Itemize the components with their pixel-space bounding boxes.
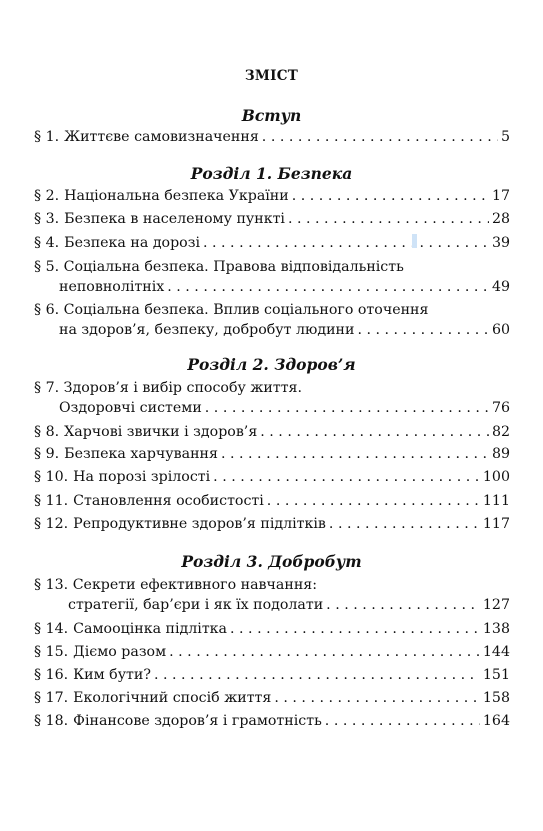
entry-number: § 8. [34,424,60,440]
entry-number: § 12. [34,516,69,532]
entry-title: Життєве самовизначення [64,129,259,145]
entry-number: § 1. [34,129,60,145]
entry-number: § 7. [34,380,60,396]
entry-title: Екологічний спосіб життя [73,690,272,706]
toc-entry[interactable] [34,444,510,464]
entry-number: § 15. [34,644,69,660]
entry-page: 158 [482,690,510,706]
dot-leader [203,233,489,253]
toc-entry[interactable] [34,711,510,731]
dot-leader [169,642,480,662]
toc-entry[interactable] [34,186,510,206]
entry-page: 117 [482,516,510,532]
entry-page: 28 [491,211,510,227]
entry-number: § 18. [34,713,69,729]
entry-number: § 3. [34,211,60,227]
entry-title: Становлення особистості [73,493,264,509]
dot-leader [167,277,489,297]
dot-leader [221,444,489,464]
entry-page: 127 [482,597,510,613]
entry-title: Самооцінка підлітка [73,621,228,637]
dot-leader [267,491,480,511]
entry-number: § 2. [34,188,60,204]
entry-title [34,300,510,320]
toc-entry[interactable] [34,257,510,297]
entry-number: § 10. [34,469,69,485]
dot-leader [213,467,480,487]
toc-entry[interactable] [34,233,510,253]
entry-title: Діємо разом [73,644,167,660]
entry-page: 100 [482,469,510,485]
entry-title-line1: Соціальна безпека. Правова відповідальність [63,259,404,275]
entry-page: 76 [491,400,510,416]
section-heading-wellbeing: Розділ 3. Добробут [181,552,362,571]
entry-title: Безпека в населеному пункті [64,211,285,227]
entry-title [34,378,510,398]
entry-title-line2: Оздоровчі системи [59,400,202,416]
entry-number: § 4. [34,235,60,251]
entry-number: § 14. [34,621,69,637]
entry-title-line2: на здоров’я, безпеку, добробут людини [59,322,355,338]
toc-entry[interactable] [34,300,510,340]
page-title: ЗМІСТ [244,68,299,84]
dot-leader [329,514,480,534]
toc-entry[interactable] [34,422,510,442]
entry-title [34,575,510,595]
entry-title: Харчові звички і здоров’я [64,424,258,440]
toc-entry[interactable] [34,127,510,147]
entry-page: 49 [491,279,510,295]
entry-number: § 17. [34,690,69,706]
entry-page: 111 [482,493,510,509]
entry-title: Національна безпека України [64,188,289,204]
entry-title-line1: Секрети ефективного навчання: [72,577,318,593]
entry-title-line1: Здоров’я і вибір способу життя. [63,380,303,396]
entry-page: 151 [482,667,510,683]
entry-page: 144 [482,644,510,660]
entry-title: Фінансове здоров’я і грамотність [73,713,322,729]
selection-marker [412,234,417,248]
entry-page: 17 [491,188,510,204]
dot-leader [260,422,489,442]
entry-page: 89 [491,446,510,462]
entry-title: Безпека на дорозі [64,235,200,251]
dot-leader [288,209,489,229]
entry-title-line1: Соціальна безпека. Вплив соціального оточення [63,302,429,318]
section-heading-health: Розділ 2. Здоров’я [187,355,356,374]
section-heading-safety: Розділ 1. Безпека [190,164,353,183]
entry-number: § 16. [34,667,69,683]
dot-leader [292,186,489,206]
dot-leader [205,398,489,418]
entry-title: Репродуктивне здоров’я підлітків [73,516,326,532]
entry-title-line2: стратегії, бар’єри і як їх подолати [68,597,324,613]
entry-title: Ким бути? [73,667,151,683]
toc-entry[interactable] [34,619,510,639]
entry-page: 5 [500,129,510,145]
toc-entry[interactable] [34,642,510,662]
toc-entry[interactable] [34,688,510,708]
entry-title [34,257,510,277]
entry-number: § 6. [34,302,60,318]
dot-leader [230,619,480,639]
entry-title: На порозі зрілості [73,469,211,485]
toc-entry[interactable] [34,514,510,534]
entry-page: 164 [482,713,510,729]
dot-leader [154,665,480,685]
dot-leader [262,127,498,147]
section-heading-intro: Вступ [241,106,302,125]
dot-leader [325,711,480,731]
entry-title: Безпека харчування [64,446,218,462]
dot-leader [357,320,488,340]
toc-entry[interactable] [34,467,510,487]
toc-entry[interactable] [34,491,510,511]
entry-page: 39 [491,235,510,251]
entry-page: 60 [491,322,510,338]
toc-entry[interactable] [34,209,510,229]
toc-entry[interactable] [34,378,510,418]
toc-entry[interactable] [34,665,510,685]
entry-number: § 9. [34,446,60,462]
dot-leader [274,688,480,708]
entry-page: 82 [491,424,510,440]
entry-number: § 13. [34,577,69,593]
toc-entry[interactable] [34,575,510,615]
entry-number: § 11. [34,493,69,509]
entry-number: § 5. [34,259,60,275]
dot-leader [326,595,480,615]
entry-title-line2: неповнолітніх [59,279,165,295]
entry-page: 138 [482,621,510,637]
